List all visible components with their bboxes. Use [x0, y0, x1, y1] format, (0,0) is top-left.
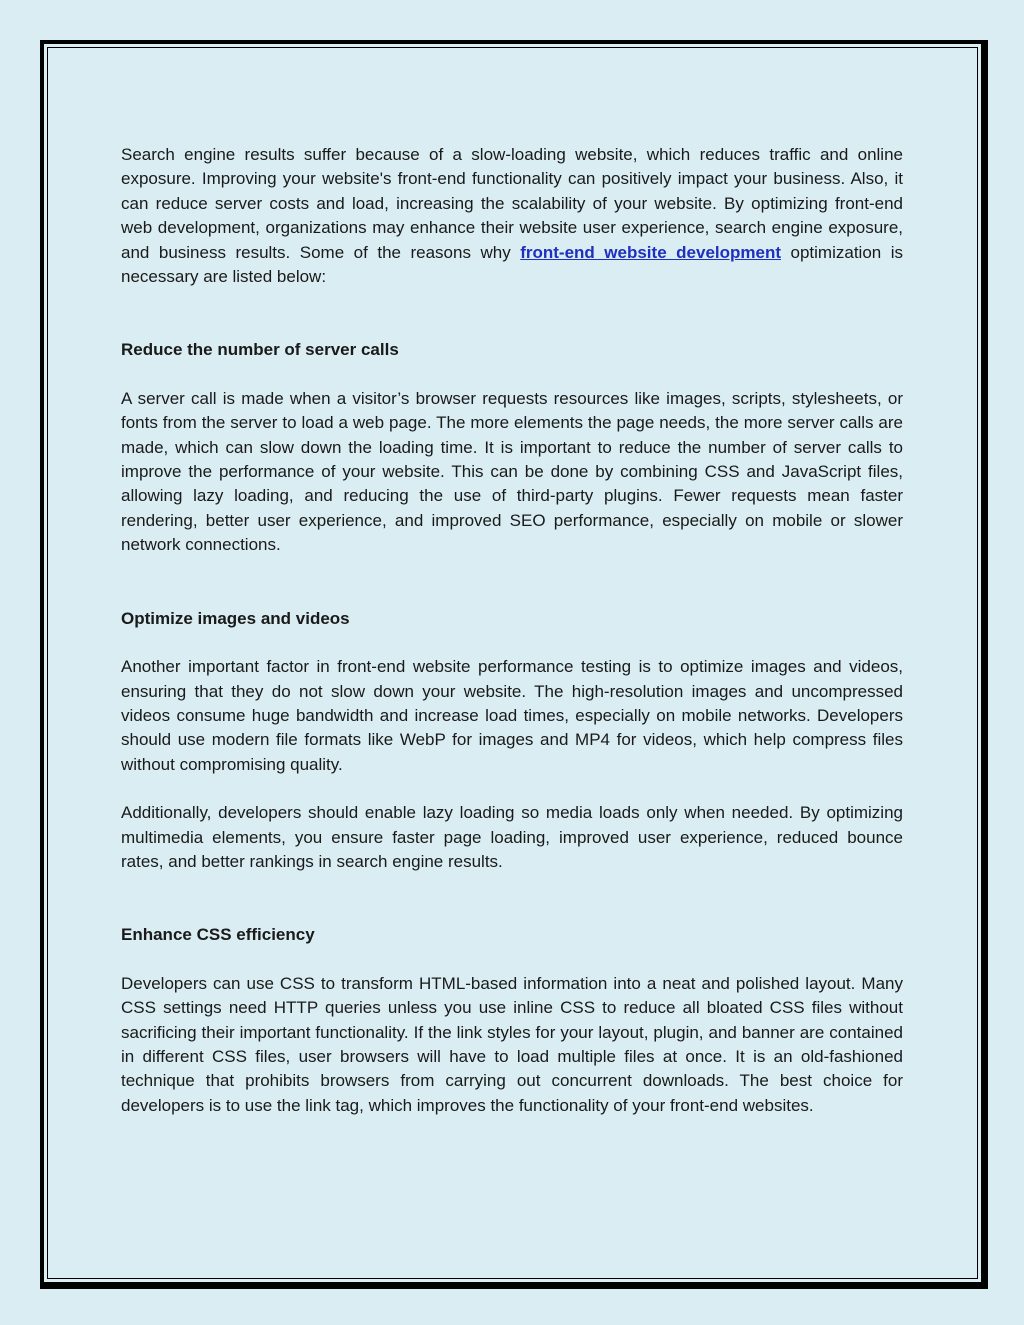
document-body	[121, 143, 903, 1118]
images-videos-paragraph-1: Another important factor in front-end website performance testing is to optimize images and videos, ensuring that they do not slow down your website. The high-resolution images and uncompressed videos consume huge bandwidth and increase load times, especially on mobile networks. Developers should use modern file formats like WebP for images and MP4 for videos, which help compress files without compromising quality.	[121, 657, 903, 774]
intro-paragraph	[121, 143, 903, 289]
images-videos-paragraph-2: Additionally, developers should enable lazy loading so media loads only when needed. By optimizing multimedia elements, you ensure faster page loading, improved user experience, reduced bounce rates, and better rankings in search engine results.	[121, 803, 903, 871]
front-end-website-development-link[interactable]: front-end website development	[520, 242, 782, 262]
section-heading-css-efficiency: Enhance CSS efficiency	[121, 925, 315, 945]
intro-text-before-link: Search engine results suffer because of a slow-loading website, which reduces traffic and online exposure. Improving your website's front-end functionality can positively impact your business. Also, it can reduce server costs and load, increasing the scalability of your website. By optimizing front-end web development, organizations may enhance their website user experience, search engine exposure, and business results. Some of the reasons why	[121, 145, 903, 262]
section-heading-images-videos: Optimize images and videos	[121, 608, 350, 628]
section-heading-server-calls: Reduce the number of server calls	[121, 340, 399, 360]
server-calls-paragraph: A server call is made when a visitor’s browser requests resources like images, scripts, stylesheets, or fonts from the server to load a web page. The more elements the page needs, the more server calls are made, which can slow down the loading time. It is important to reduce the number of server calls to improve the performance of your website. This can be done by combining CSS and JavaScript files, allowing lazy loading, and reducing the use of third-party plugins. Fewer requests mean faster rendering, better user experience, and improved SEO performance, especially on mobile or slower network connections.	[121, 388, 903, 555]
intro-text-after-link: optimization is necessary are listed below:	[121, 242, 904, 287]
css-efficiency-paragraph: Developers can use CSS to transform HTML-based information into a neat and polished layout. Many CSS settings need HTTP queries unless you use inline CSS to reduce all bloated CSS files without sacrificing their important functionality. If the link styles for your layout, plugin, and banner are contained in different CSS files, user browsers will have to load multiple files at once. It is an old-fashioned technique that prohibits browsers from carrying out concurrent downloads. The best choice for developers is to use the link tag, which improves the functionality of your front-end websites.	[121, 973, 903, 1115]
